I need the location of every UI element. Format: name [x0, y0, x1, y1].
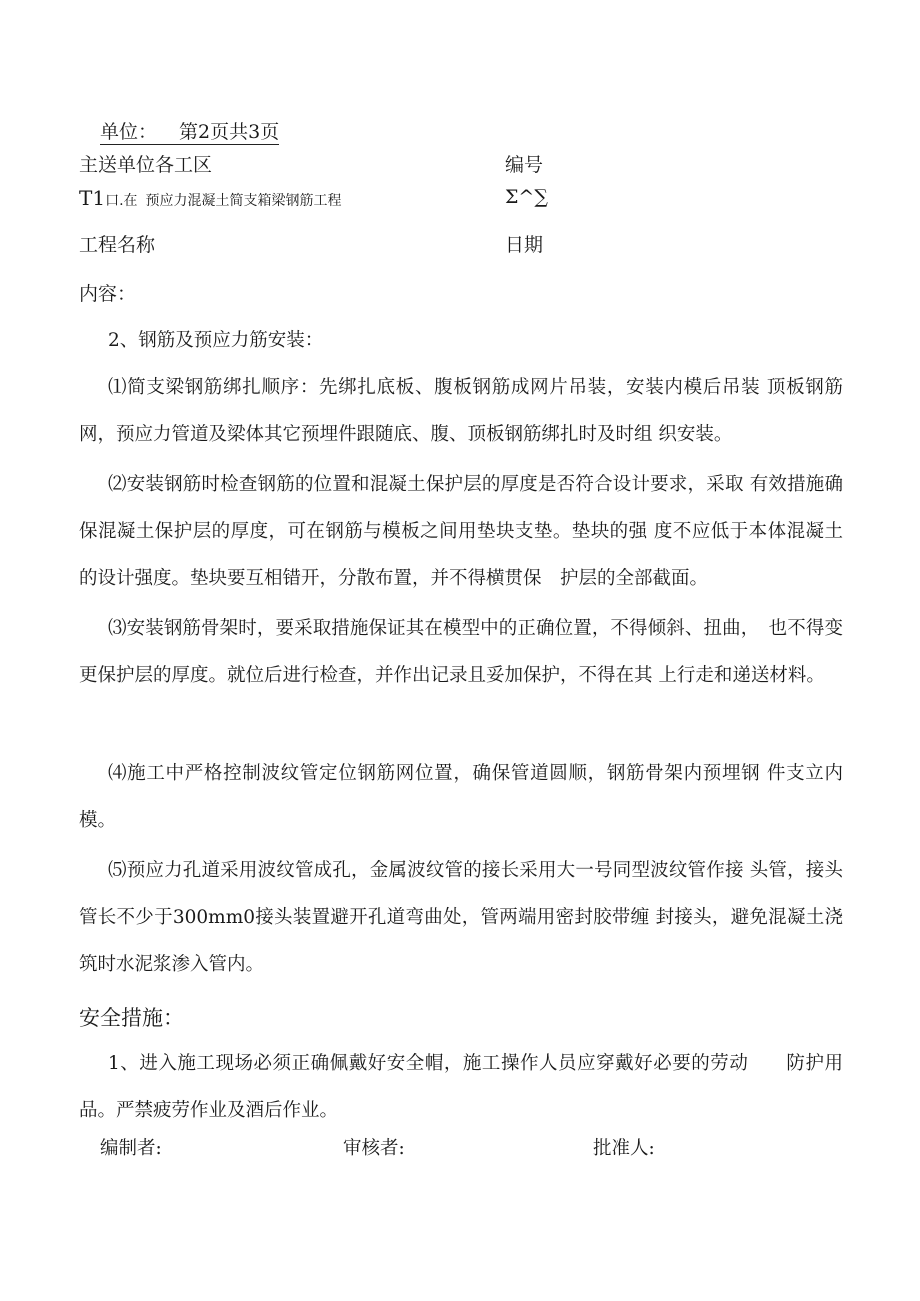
number-label: 编号 — [505, 154, 544, 176]
page-info: 第2页共3页 — [179, 121, 280, 143]
project-desc: 预应力混凝土简支箱梁钢筋工程 — [145, 193, 342, 209]
project-prefix: T1 — [79, 186, 106, 210]
body-item-2: ⑵安装钢筋时检查钢筋的位置和混凝土保护层的厚度是否符合设计要求，采取 有效措施确保混凝土保护层的厚度，可在钢筋与模板之间用垫块支垫。垫块的强 度不应低于本体混凝土的设计强度。垫块要互相错开，分散布置，并不得横贯保 护层的全部截面。 — [79, 474, 843, 589]
date-label: 日期 — [505, 234, 544, 256]
unit-page-line — [100, 121, 279, 145]
body-item-4: ⑷施工中严格控制波纹管定位钢筋网位置，确保管道圆顺，钢筋骨架内预埋钢 件支立内模。 — [79, 763, 843, 831]
section-heading: 2、钢筋及预应力筋安装： — [108, 330, 324, 351]
project-mid: 口.在 — [105, 193, 138, 209]
body-item-3: ⑶安装钢筋骨架时，要采取措施保证其在模型中的正确位置，不得倾斜、扭曲， 也不得变更保护层的厚度。就位后进行检查，并作出记录且妥加保护，不得在其 上行走和递送材料。 — [79, 618, 843, 686]
safety-item-1: 1、进入施工现场必须正确佩戴好安全帽，施工操作人员应穿戴好必要的劳动 防护用品。严禁疲劳作业及酒后作业。 — [79, 1053, 843, 1121]
number-value: Σ^∑ — [505, 186, 548, 208]
author-label: 编制者: — [100, 1138, 162, 1159]
body-item-5: ⑸预应力孔道采用波纹管成孔，金属波纹管的接长采用大一号同型波纹管作接 头管，接头管长不少于300mm0接头装置避开孔道弯曲处，管两端用密封胶带缠 封接头，避免混凝土浇筑时水泥浆渗入管内。 — [79, 860, 843, 975]
unit-label: 单位： — [100, 121, 158, 143]
send-to-label: 主送单位各工区 — [79, 154, 213, 176]
project-line — [79, 186, 342, 210]
content-label: 内容： — [79, 283, 137, 305]
safety-title: 安全措施： — [79, 1006, 184, 1030]
project-name-label: 工程名称 — [79, 234, 156, 256]
reviewer-label: 审核者: — [343, 1138, 405, 1159]
approver-label: 批准人: — [593, 1138, 655, 1159]
body-item-1: ⑴简支梁钢筋绑扎顺序：先绑扎底板、腹板钢筋成网片吊装，安装内模后吊装 顶板钢筋网，预应力管道及梁体其它预埋件跟随底、腹、顶板钢筋绑扎时及时组 织安装。 — [79, 377, 843, 445]
